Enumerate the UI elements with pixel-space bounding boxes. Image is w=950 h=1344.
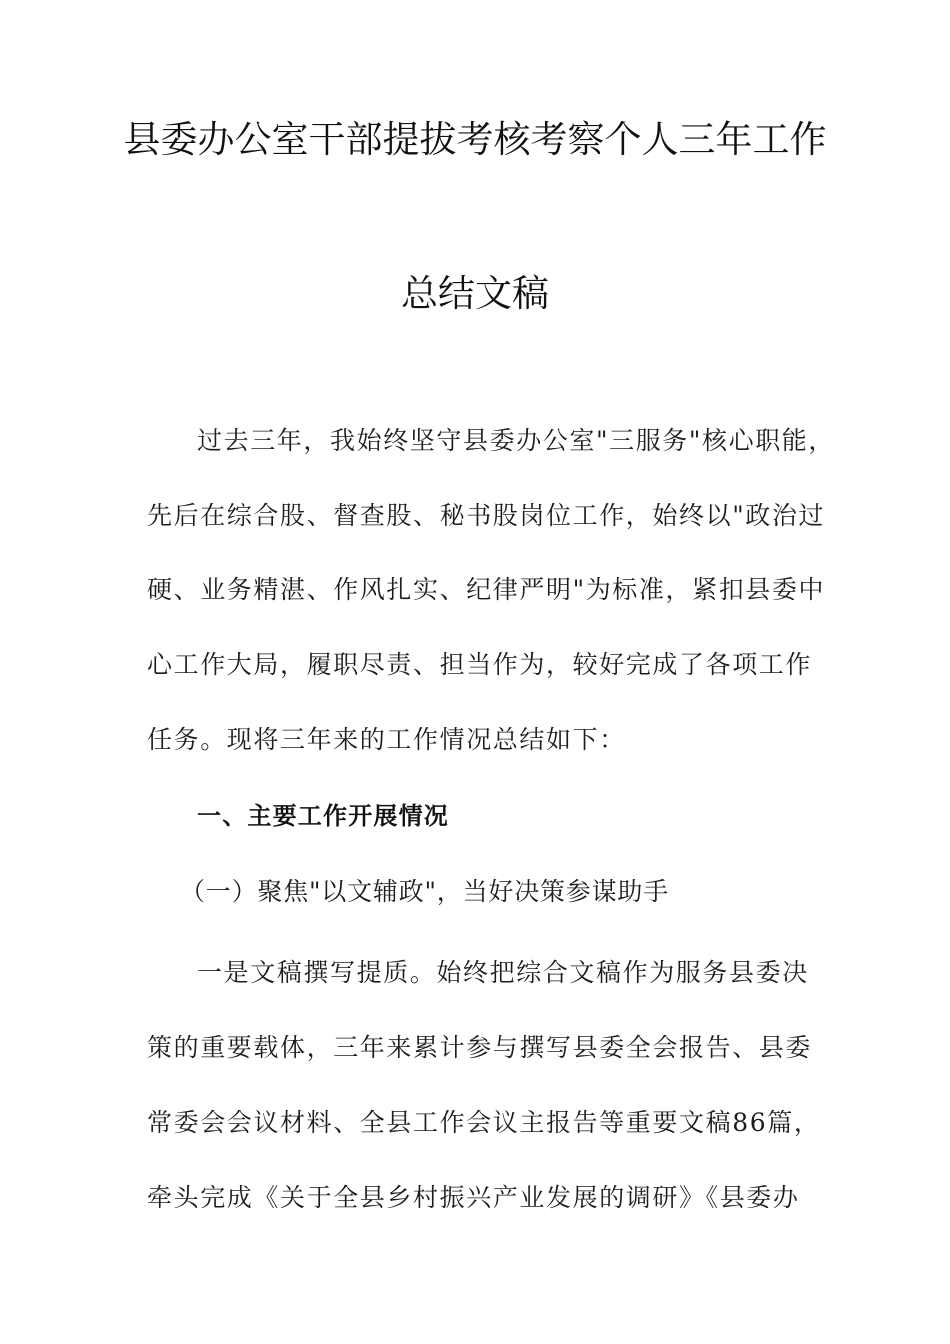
- section-heading-1: 一、主要工作开展情况: [197, 802, 449, 830]
- intro-line-5: 任务。现将三年来的工作情况总结如下：: [147, 725, 626, 754]
- intro-line-4: 心工作大局，履职尽责、担当作为，较好完成了各项工作: [147, 650, 813, 679]
- intro-line-3: 硬、业务精湛、作风扎实、纪律严明"为标准，紧扣县委中: [147, 575, 826, 604]
- paragraph-1-line-2: 策的重要载体，三年来累计参与撰写县委全会报告、县委: [147, 1033, 813, 1062]
- document-title-line-1: 县委办公室干部提拔考核考察个人三年工作: [123, 118, 827, 161]
- intro-line-1: 过去三年，我始终坚守县委办公室"三服务"核心职能，: [197, 426, 835, 455]
- paragraph-1-line-3: 常委会会议材料、全县工作会议主报告等重要文稿86篇，: [147, 1108, 821, 1137]
- document-title-line-2: 总结文稿: [401, 272, 549, 315]
- paragraph-1-line-1: 一是文稿撰写提质。始终把综合文稿作为服务县委决: [197, 958, 809, 987]
- subsection-heading-1: （一）聚焦"以文辅政"，当好决策参谋助手: [180, 877, 669, 906]
- paragraph-1-line-4: 牵头完成《关于全县乡村振兴产业发展的调研》《县委办: [147, 1183, 800, 1212]
- intro-line-2: 先后在综合股、督查股、秘书股岗位工作，始终以"政治过: [147, 501, 826, 530]
